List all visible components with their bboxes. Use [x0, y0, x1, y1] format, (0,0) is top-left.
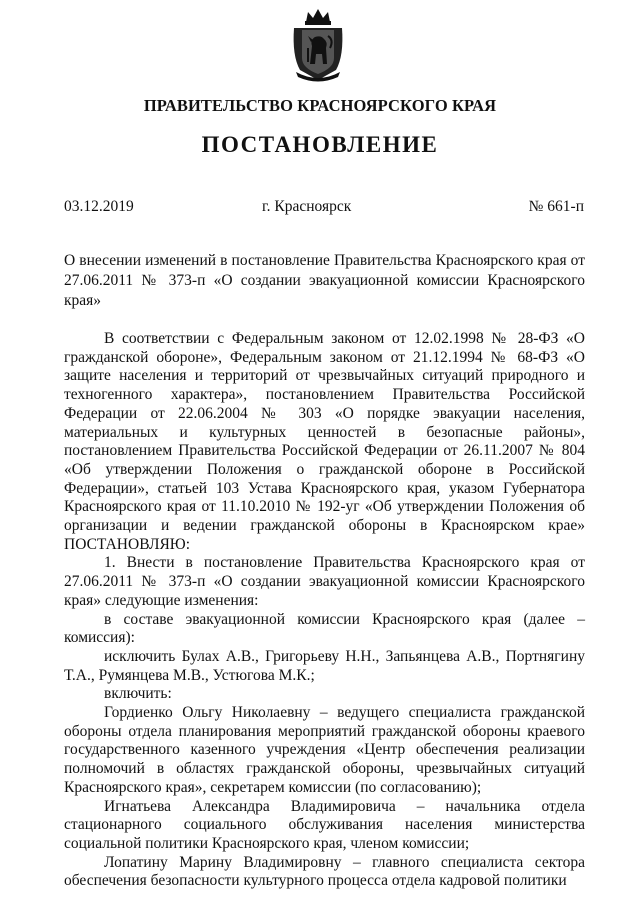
exclude-paragraph: исключить Булах А.В., Григорьеву Н.Н., Запьянцева А.В., Портнягину Т.А., Румянцева М.В., Устюгова М.К.; — [64, 647, 585, 684]
document-type: ПОСТАНОВЛЕНИЕ — [201, 132, 439, 157]
organization-title: ПРАВИТЕЛЬСТВО КРАСНОЯРСКОГО КРАЯ — [143, 96, 497, 115]
document-number: № 661-п — [528, 198, 584, 215]
document-city: г. Красноярск — [262, 198, 352, 215]
item-1-paragraph: 1. Внести в постановление Правительства Красноярского края от 27.06.2011 № 373-п «О создании эвакуационной комиссии Красноярского края» следующие изменения: — [64, 554, 585, 609]
person-2-paragraph: Игнатьева Александра Владимировича – начальника отдела стационарного социального обслуживания населения министерства социальной политики Красноярского края, членом комиссии; — [64, 797, 585, 852]
krasnoyarsk-coat-of-arms-icon — [288, 6, 348, 82]
person-1-paragraph: Гордиенко Ольгу Николаевну – ведущего специалиста гражданской обороны отдела планирования мероприятий гражданской обороны краевого государственного казенного учреждения «Центр обеспечения реализации полномочий в областях гражданской обороны, чрезвычайных ситуаций Красноярского края», секретарем комиссии (по согласованию); — [64, 704, 585, 796]
document-date: 03.12.2019 — [64, 198, 134, 215]
item-1-intro-paragraph: в составе эвакуационной комиссии Красноярского края (далее – комиссия): — [64, 610, 585, 647]
person-3-paragraph: Лопатину Марину Владимировну – главного специалиста сектора обеспечения безопасности культурного процесса отдела кадровой политики — [64, 853, 585, 890]
preamble-paragraph: В соответствии с Федеральным законом от 12.02.1998 № 28-ФЗ «О гражданской обороне», Федеральным законом от 21.12.1994 № 68-ФЗ «О защите населения и территорий от чрезвычайных ситуаций природного и техногенного характера», постановлением Правительства Российской Федерации от 22.06.2004 № 303 «О порядке эвакуации населения, материальных и культурных ценностей в безопасные районы», постановлением Правительства Российской Федерации от 26.11.2007 № 804 «Об утверждении Положения о гражданской обороне в Российской Федерации», статьей 103 Устава Красноярского края, указом Губернатора Красноярского края от 11.10.2010 № 192-уг «Об утверждении Положения об организации и ведении гражданской обороны в Красноярском крае» ПОСТАНОВЛЯЮ: — [64, 330, 585, 553]
include-label: включить: — [104, 685, 172, 703]
document-subject: О внесении изменений в постановление Правительства Красноярского края от 27.06.2011 № 373-п «О создании эвакуационной комиссии Красноярского края» — [64, 252, 585, 309]
document-body — [64, 330, 585, 891]
